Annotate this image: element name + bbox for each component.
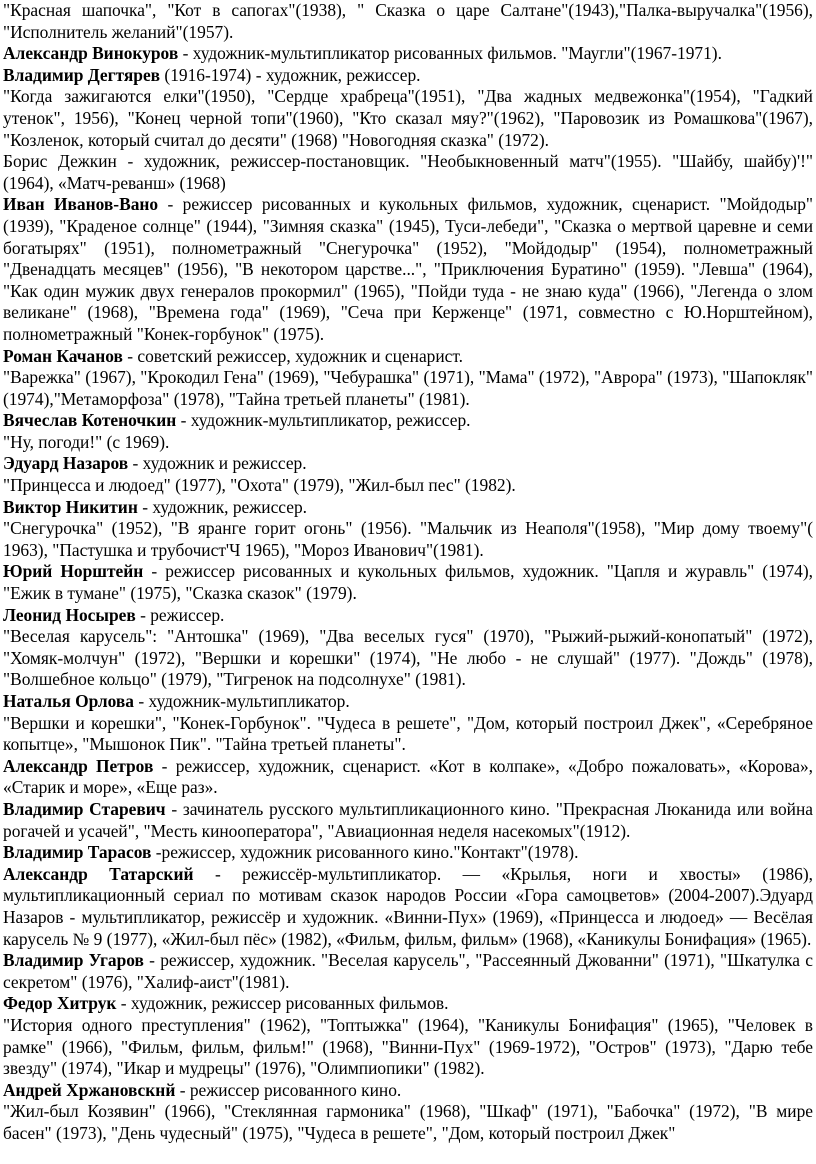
animator-name: Роман Качанов bbox=[3, 345, 123, 366]
animator-name: Александр Винокуров bbox=[3, 43, 179, 64]
animator-name: Владимир Дегтярев bbox=[3, 64, 161, 85]
animator-name: Владимир Угаров bbox=[3, 950, 144, 971]
filmography-paragraph bbox=[3, 432, 813, 454]
filmography-paragraph bbox=[3, 86, 813, 151]
animator-name: Юрий Норштейн bbox=[3, 561, 144, 582]
paragraph-text: "Красная шапочка", "Кот в сапогах"(1938), " Сказка о царе Салтане"(1943),"Палка-выручалка"(1956), "Исполнитель желаний"(1957). bbox=[3, 0, 813, 42]
filmography-paragraph bbox=[3, 475, 813, 497]
animator-name: Андрей Хржановскнй bbox=[3, 1079, 176, 1100]
paragraph-text: "Варежка" (1967), "Крокодил Гена" (1969), "Чебурашка" (1971), "Мама" (1972), "Аврора" (1973), "Шапокляк" (1974),"Метаморфоза" (1978), "Тайна третьей планеты" (1981). bbox=[3, 367, 813, 409]
paragraph-text: - режиссер, художник, сценарист. «Кот в колпаке», «Добро пожаловать», «Корова», «Старик и море», «Еще раз». bbox=[3, 755, 813, 798]
animator-entry bbox=[3, 43, 813, 65]
animator-name: Федор Хитрук bbox=[3, 993, 117, 1014]
paragraph-text: - художник-мультипликатор. bbox=[133, 691, 350, 711]
animator-name: Виктор Никитин bbox=[3, 496, 138, 517]
paragraph-text: "История одного преступления" (1962), "Топтыжка" (1964), "Каникулы Бонифация" (1965), "Человек в рамке" (1966), "Фильм, фильм, фильм!" (1968), "Винни-Пух" (1969-1972), "Остров" (1973), "Дарю тебе звезду" (1974), "Икар и мудрецы" (1976), "Олимпиопики" (1982). bbox=[3, 1014, 813, 1079]
animator-entry bbox=[3, 561, 813, 604]
animator-entry bbox=[3, 842, 813, 864]
animator-entry bbox=[3, 194, 813, 345]
filmography-paragraph bbox=[3, 713, 813, 756]
animator-name: Александр Татарский bbox=[3, 863, 194, 884]
paragraph-text: - режиссер рисованных и кукольных фильмов, художник. "Цапля и журавль" (1974), "Ежик в тумане" (1975), "Сказка сказок" (1979). bbox=[3, 561, 813, 604]
paragraph-text: - режиссёр-мультипликатор. — «Крылья, ноги и хвосты» (1986), мультипликационный сериал по мотивам сказок народов России «Гора самоцветов» (2004-2007).Эдуард Назаров - мультипликатор, режиссёр и художник. «Винни-Пух» (1969), «Принцесса и людоед» — Весёлая карусель № 9 (1977), «Жил-был пёс» (1982), «Фильм, фильм, фильм» (1968), «Каникулы Бонифация» (1965). bbox=[3, 863, 813, 949]
animator-entry bbox=[3, 410, 813, 432]
paragraph-text: (1916-1974) - художник, режиссер. bbox=[160, 64, 421, 85]
animator-entry bbox=[3, 993, 813, 1015]
animator-entry bbox=[3, 756, 813, 799]
paragraph-text: - художник, режиссер. bbox=[137, 496, 307, 517]
paragraph-text: "Веселая карусель": "Антошка" (1969), "Два веселых гуся" (1970), "Рыжий-рыжий-конопатый" (1972), "Хомяк-молчун" (1972), "Вершки и корешки" (1974), "Не любо - не слушай" (1977). "Дождь" (1978), "Волшебное кольцо" (1979), "Тигренок на подсолнухе" (1981). bbox=[3, 626, 813, 690]
paragraph-text: - режиссер. bbox=[135, 604, 225, 625]
animator-entry bbox=[3, 691, 813, 713]
animator-entry bbox=[3, 864, 813, 950]
animator-name: Вячеслав Котеночкин bbox=[3, 410, 177, 431]
paragraph-text: - художник, режиссер рисованных фильмов. bbox=[116, 993, 449, 1014]
animator-entry bbox=[3, 65, 813, 87]
filmography-paragraph bbox=[3, 1015, 813, 1080]
animator-name: Александр Петров bbox=[3, 755, 154, 776]
paragraph-text: "Принцесса и людоед" (1977), "Охота" (1979), "Жил-был пес" (1982). bbox=[3, 475, 516, 496]
paragraph-text: -режиссер, художник рисованного кино."Контакт"(1978). bbox=[151, 842, 579, 863]
paragraph-text: - художник-мультипликатор, режиссер. bbox=[176, 410, 471, 431]
paragraph-text: "Жил-был Козявин" (1966), "Стеклянная гармоника" (1968), "Шкаф" (1971), "Бабочка" (1972), "В мире басен" (1973), "День чудесный" (1975), "Чудеса в решете", "Дом, который построил Джек" bbox=[3, 1101, 813, 1143]
animator-name: Иван Иванов-Вано bbox=[3, 194, 159, 215]
paragraph-text: - зачинатель русского мультипликационного кино. "Прекрасная Люканида или война рогачей и усачей", "Месть кинооператора", "Авиационная неделя насекомых"(1912). bbox=[3, 798, 813, 841]
paragraph-text: "Снегурочка" (1952), "В яранге горит огонь" (1956). "Мальчик из Неаполя"(1958), "Мир дому твоему"( 1963), "Пастушка и трубочист'Ч 1965), "Мороз Иванович"(1981). bbox=[3, 518, 813, 560]
paragraph-text: - режиссер рисованных и кукольных фильмов, художник, сценарист. "Мойдодыр" (1939), "Краденое солнце" (1944), "Зимняя сказка" (1945), Туси-лебеди", "Сказка о мертвой царевне и семи богатырях" (1951), полнометражный "Снегурочка" (1952), "Мойдодыр" (1954), полнометражный "Двенадцать месяцев" (1956), "В некотором царстве...", "Приключения Буратино" (1959). "Левша" (1964), "Как один мужик двух генералов прокормил" (1965), "Пойди туда - не знаю куда" (1966), "Легенда о злом великане" (1968), "Времена года" (1969), "Сеча при Керженце" (1971, совместно с Ю.Норштейном), полнометражный "Конек-горбунок" (1975). bbox=[3, 194, 813, 344]
filmography-paragraph bbox=[3, 1101, 813, 1144]
animator-name: Наталья Орлова bbox=[3, 691, 134, 711]
animator-entry bbox=[3, 453, 813, 475]
paragraph-text: - режиссер рисованного кино. bbox=[175, 1079, 402, 1100]
paragraph-text: - художник-мультипликатор рисованных фильмов. "Маугли"(1967-1971). bbox=[178, 43, 722, 64]
animator-entry bbox=[3, 497, 813, 519]
animator-name: Владимир Тарасов bbox=[3, 842, 152, 863]
animator-entry bbox=[3, 799, 813, 842]
paragraph-text: "Ну, погоди!" (с 1969). bbox=[3, 431, 170, 452]
animator-name: Леонид Носырев bbox=[3, 604, 136, 625]
filmography-paragraph bbox=[3, 367, 813, 410]
animator-entry bbox=[3, 950, 813, 993]
paragraph-text: "Когда зажигаются елки"(1950), "Сердце храбреца"(1951), "Два жадных медвежонка"(1954), "Гадкий утенок", 1956), "Конец черной топи"(1960), "Кто сказал мяу?"(1962), "Паровозик из Ромашкова"(1967), "Козленок, который считал до десяти" (1968) "Новогодняя сказка" (1972). bbox=[3, 86, 813, 150]
animator-entry bbox=[3, 346, 813, 368]
filmography-paragraph bbox=[3, 518, 813, 561]
filmography-paragraph bbox=[3, 151, 813, 194]
animator-entry bbox=[3, 1080, 813, 1102]
filmography-paragraph bbox=[3, 0, 813, 43]
animator-name: Эдуард Назаров bbox=[3, 453, 129, 474]
paragraph-text: - советский режиссер, художник и сценарист. bbox=[122, 345, 464, 366]
animator-name: Владимир Старевич bbox=[3, 798, 166, 819]
paragraph-text: - режиссер, художник. "Веселая карусель", "Рассеянный Джованни" (1971), "Шкатулка с секретом" (1976), "Халиф-аист"(1981). bbox=[3, 950, 813, 992]
paragraph-text: - художник и режиссер. bbox=[128, 453, 307, 474]
paragraph-text: Борис Дежкин - художник, режиссер-постановщик. "Необыкновенный матч"(1955). "Шайбу, шайбу)'!"(1964), «Матч-реванш» (1968) bbox=[3, 151, 813, 193]
paragraph-text: "Вершки и корешки", "Конек-Горбунок". "Чудеса в решете", "Дом, который построил Джек", «Серебряное копытце», "Мышонок Пик". "Тайна третьей планеты". bbox=[3, 712, 813, 755]
animator-entry bbox=[3, 605, 813, 627]
filmography-paragraph bbox=[3, 626, 813, 691]
